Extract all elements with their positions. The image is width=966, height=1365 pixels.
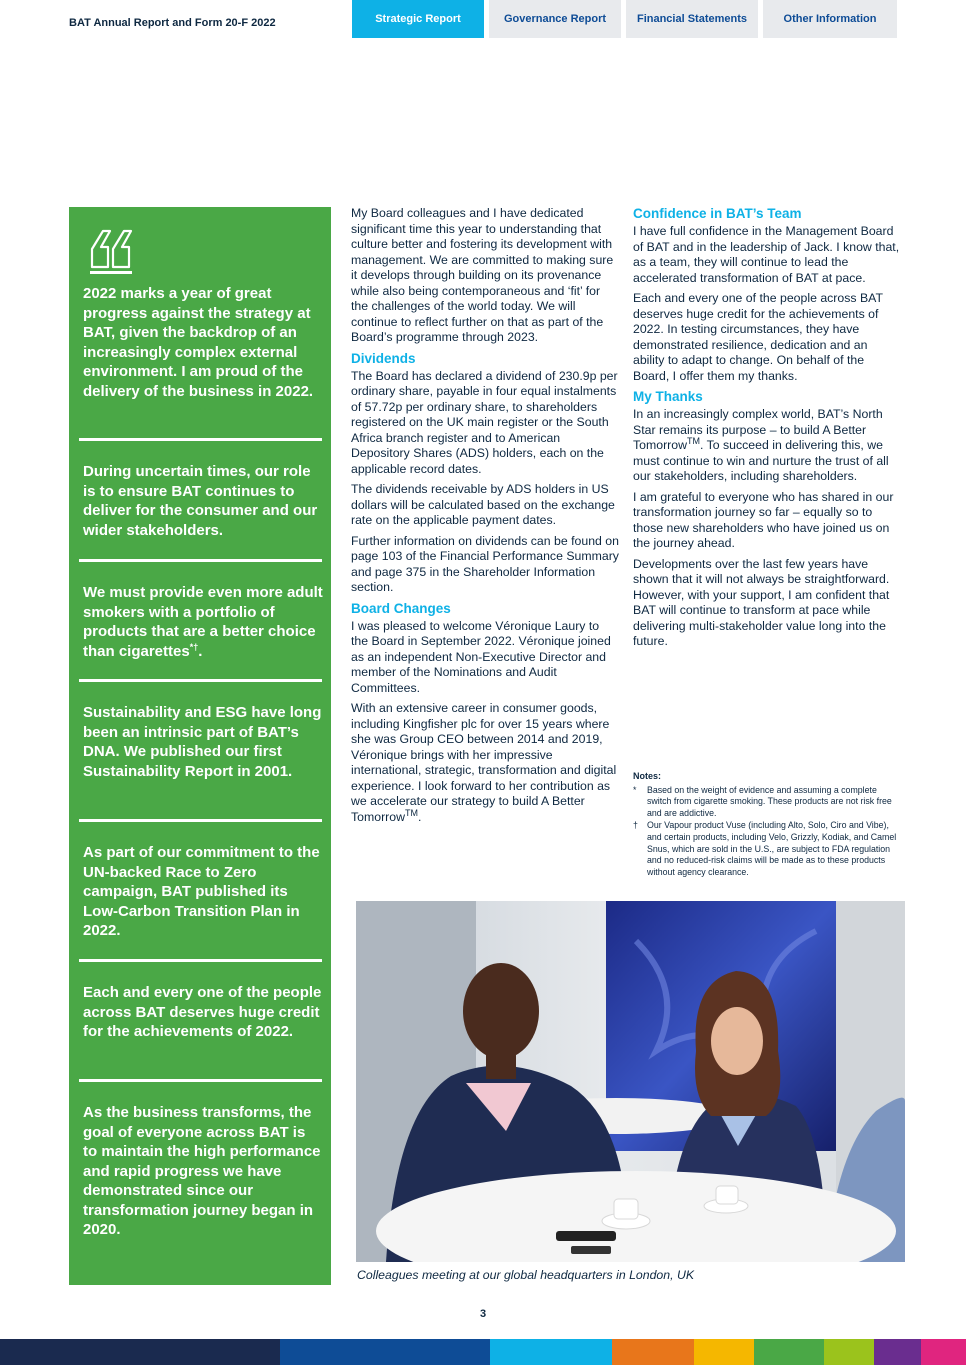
thanks-paragraph-2: I am grateful to everyone who has shared in our transformation journey so far – equally so to those new shareholders who have joined us on the journey ahead. — [633, 489, 894, 550]
board-changes-paragraph-1: I was pleased to welcome Véronique Laury to the Board in September 2022. Véronique joined as an independent Non-Executive Director and member of the Nominations and Audit Committees. — [351, 618, 611, 695]
footer-segment — [0, 1339, 280, 1365]
footer-segment — [824, 1339, 874, 1365]
thanks-text-b: . To succeed in delivering this, we must continue to win and nurture the trust of all our stakeholders, including shareholders. — [633, 438, 889, 483]
footer-segment — [694, 1339, 754, 1365]
quote-divider — [79, 679, 322, 682]
note-item — [633, 785, 901, 820]
board-changes-end: . — [417, 809, 422, 824]
quote-7: As the business transforms, the goal of everyone across BAT is to maintain the high performance and rapid progress we have demonstrated since our transformation journey began in 2020. — [83, 1104, 321, 1238]
quote-panel — [69, 207, 331, 1285]
trademark: TM — [404, 807, 418, 818]
note-text: Our Vapour product Vuse (including Alto, Solo, Ciro and Vibe), and certain products, including Velo, Grizzly, Kodiak, and Camel Snus, which are sold in the U.S., are subject to FDA regulation and no reduced-risk claims will be made as to these products without agency clearance. — [647, 820, 897, 877]
column-2 — [633, 206, 901, 655]
note-mark: * — [633, 784, 637, 795]
tab-financial-statements[interactable]: Financial Statements — [626, 0, 758, 38]
quote-divider — [79, 1079, 322, 1082]
footer-color-bar — [0, 1339, 966, 1365]
thanks-heading: My Thanks — [633, 389, 703, 404]
quote-divider — [79, 819, 322, 822]
tab-governance-report[interactable]: Governance Report — [489, 0, 621, 38]
quote-divider — [79, 559, 322, 562]
confidence-paragraph-2: Each and every one of the people across BAT deserves huge credit for the achievements of 2022. In testing circumstances, they have demonstrated resilience, dedication and an ability to adapt to change. On behalf of the Board, I offer them my thanks. — [633, 291, 883, 383]
footer-segment — [490, 1339, 612, 1365]
quote-3-text: We must provide even more adult smokers with a portfolio of products that are a better choice than cigarettes — [83, 584, 323, 660]
quote-mark-icon — [88, 227, 134, 275]
notes — [633, 771, 901, 879]
footer-segment — [280, 1339, 490, 1365]
tab-strategic-report[interactable]: Strategic Report — [352, 0, 484, 38]
confidence-heading: Confidence in BAT’s Team — [633, 206, 802, 221]
footer-segment — [612, 1339, 694, 1365]
trademark: TM — [686, 435, 700, 446]
quote-1: 2022 marks a year of great progress against the strategy at BAT, given the backdrop of an increasingly complex external environment. I am proud of the delivery of the business in 2022. — [83, 285, 314, 400]
notes-title: Notes: — [633, 771, 662, 781]
confidence-paragraph-1: I have full confidence in the Management Board of BAT and in the leadership of Jack. I know that, as a team, they will continue to lead the accelerated transformation of BAT at pace. — [633, 224, 900, 285]
board-changes-heading: Board Changes — [351, 600, 451, 616]
quote-3 — [83, 583, 323, 661]
quote-3-marks: *† — [189, 641, 199, 652]
quote-5: As part of our commitment to the UN-backed Race to Zero campaign, BAT published its Low-Carbon Transition Plan in 2022. — [83, 844, 320, 939]
footer-segment — [754, 1339, 824, 1365]
quote-divider — [79, 438, 322, 441]
board-changes-paragraph-2 — [351, 701, 619, 825]
quote-2: During uncertain times, our role is to ensure BAT continues to deliver for the consumer and our wider stakeholders. — [83, 463, 318, 539]
tab-other-information[interactable]: Other Information — [763, 0, 897, 38]
footer-segment — [921, 1339, 966, 1365]
quote-divider — [79, 959, 322, 962]
thanks-paragraph-1 — [633, 407, 901, 485]
quote-6: Each and every one of the people across BAT deserves huge credit for the achievements of 2022. — [83, 984, 322, 1040]
quote-3-end: . — [198, 642, 203, 660]
note-item — [633, 820, 901, 878]
note-mark: † — [633, 820, 638, 831]
board-changes-text: With an extensive career in consumer goods, including Kingfisher plc for over 15 years where she was Group CEO between 2014 and 2019, Véronique brings with her impressive international, strategic, transformation and digital experience. I look forward to her contribution as we accelerate our strategy to build A Better Tomorrow — [351, 701, 617, 824]
note-text: Based on the weight of evidence and assuming a complete switch from cigarette smoking. These products are not risk free and are addictive. — [647, 784, 892, 818]
report-title: BAT Annual Report and Form 20-F 2022 — [69, 17, 276, 29]
quote-4: Sustainability and ESG have long been an intrinsic part of BAT’s DNA. We published our first Sustainability Report in 2001. — [83, 704, 322, 780]
column-1 — [351, 206, 619, 830]
dividends-heading: Dividends — [351, 350, 416, 366]
photo-caption: Colleagues meeting at our global headquarters in London, UK — [357, 1268, 695, 1282]
page-number: 3 — [479, 1308, 487, 1320]
dividends-paragraph-3: Further information on dividends can be found on page 103 of the Financial Performance Summary and page 375 in the Shareholder Information section. — [351, 533, 619, 594]
thanks-paragraph-3: Developments over the last few years have shown that it will not always be straightforward. However, with your support, I am confident that BAT will continue to transform at pace while delivering multi-stakeholder value long into the future. — [633, 556, 890, 648]
dividends-paragraph-1: The Board has declared a dividend of 230.9p per ordinary share, payable in four equal instalments of 57.72p per ordinary share, to shareholders registered on the UK main register or the South Africa branch register and to American Depository Shares (ADS) holders, each on the applicable record dates. — [351, 368, 618, 476]
dividends-paragraph-2: The dividends receivable by ADS holders in US dollars will be calculated based on the exchange rate on the applicable payment dates. — [351, 482, 615, 527]
intro-paragraph: My Board colleagues and I have dedicated significant time this year to understanding that culture better and fostering its development with management. We are committed to making sure it develops through building on its provenance while also being contemporaneous and ‘fit’ for the challenges of the world today. We will continue to reflect further on that as part of the Board’s programme through 2023. — [351, 206, 614, 344]
thanks-text-a: In an increasingly complex world, BAT’s North Star remains its purpose – to build A Better Tomorrow — [633, 407, 883, 452]
footer-segment — [874, 1339, 921, 1365]
meeting-photo — [356, 901, 905, 1262]
meeting-illustration — [356, 901, 905, 1262]
